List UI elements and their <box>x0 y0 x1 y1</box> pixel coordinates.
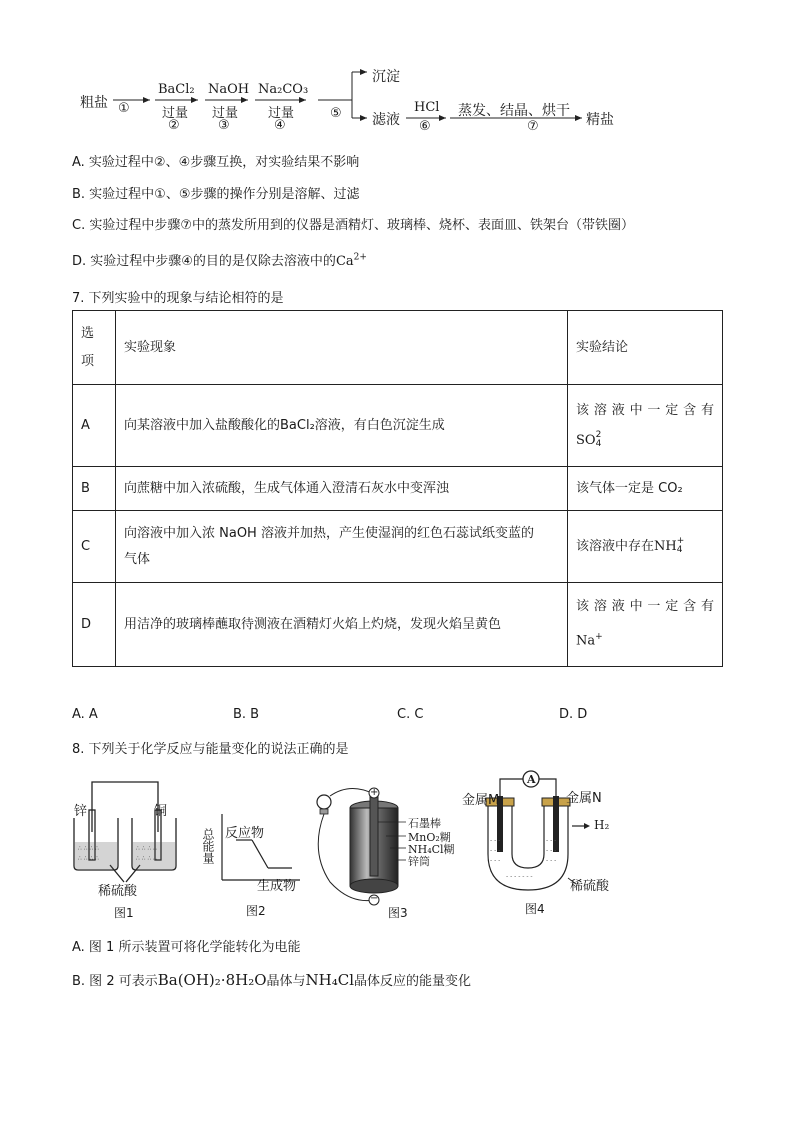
row-conclusion-ion: NH <box>654 538 677 554</box>
svg-text:∴ ∴ ∴ ∴: ∴ ∴ ∴ ∴ <box>136 855 157 862</box>
flow-step-4: ④ <box>274 118 286 133</box>
fig1-caption: 图1 <box>114 906 134 920</box>
svg-text:- - -: - - - <box>490 857 501 864</box>
fig1-acid-label: 稀硫酸 <box>98 884 138 899</box>
q7-answer-b: B. B <box>233 707 260 722</box>
q6-option-d-charge: 2+ <box>353 252 367 263</box>
row-phenomenon-line2: 气体 <box>124 551 151 567</box>
row-option: C <box>73 511 116 583</box>
row-conclusion-ion: Na <box>576 633 596 649</box>
flow-excess-3: 过量 <box>212 106 239 121</box>
flow-excess-4: 过量 <box>268 106 295 121</box>
flow-reagent-2: BaCl₂ <box>158 82 195 97</box>
fig3-minus: − <box>370 893 379 904</box>
row-option: B <box>73 467 116 511</box>
q8-option-b-post: 晶体反应的能量变化 <box>354 974 472 989</box>
q6-option-c: C. 实验过程中步骤⑦中的蒸发所用到的仪器是酒精灯、玻璃棒、烧杯、表面皿、铁架台（带铁圈） <box>72 218 634 233</box>
row-conclusion-text: 该溶液中一定含有 <box>576 402 714 418</box>
row-conclusion-text: 该溶液中一定含有 <box>576 599 714 615</box>
row-option: A <box>73 385 116 467</box>
fig4-h2-label: H₂ <box>594 818 610 832</box>
row-phenomenon: 向蔗糖中加入浓硫酸，生成气体通入澄清石灰水中变浑浊 <box>116 467 568 511</box>
q7-answer-d: D. D <box>559 707 588 722</box>
flow-start: 粗盐 <box>80 95 108 111</box>
fig3-caption: 图3 <box>388 906 408 920</box>
flow-reagent-3: NaOH <box>208 82 250 97</box>
row-option: D <box>73 583 116 667</box>
fig4-ammeter-label: A <box>527 773 536 786</box>
q6-option-d-ion: Ca <box>335 254 354 269</box>
svg-text:- - - - - - -: - - - - - - - <box>506 873 533 880</box>
row-phenomenon: 向某溶液中加入盐酸酸化的BaCl₂溶液，有白色沉淀生成 <box>116 385 568 467</box>
svg-text:- - -: - - - <box>490 847 501 854</box>
table-row <box>73 583 723 667</box>
flow-step-2: ② <box>168 118 180 133</box>
table-row <box>73 511 723 583</box>
row-conclusion <box>568 511 723 583</box>
row-conclusion: 该气体一定是 CO₂ <box>568 467 723 511</box>
header-option-line2: 项 <box>81 353 95 369</box>
bulb-icon <box>317 795 331 809</box>
fig3-graphite-label: 石墨棒 <box>408 817 441 830</box>
row-conclusion-scripts: + 4 <box>676 536 685 555</box>
fig2-caption: 图2 <box>246 904 266 918</box>
flow-step-5: ⑤ <box>330 106 342 121</box>
fig2-product-label: 生成物 <box>257 879 297 894</box>
fig3-zinc-can-label: 锌筒 <box>408 855 430 868</box>
row-conclusion-ion: SO <box>576 432 596 448</box>
svg-text:- - -: - - - <box>490 837 501 844</box>
header-option-line1: 选 <box>81 325 95 341</box>
q8-stem: 8. 下列关于化学反应与能量变化的说法正确的是 <box>72 742 349 757</box>
row-conclusion <box>568 583 723 667</box>
flow-arrows <box>0 0 794 150</box>
q6-option-d <box>72 250 367 269</box>
flow-precipitate: 沉淀 <box>372 69 400 85</box>
row-phenomenon: 用洁净的玻璃棒蘸取待测液在酒精灯火焰上灼烧，发现火焰呈黄色 <box>116 583 568 667</box>
q7-answer-c: C. C <box>397 707 424 722</box>
q8-option-a: A. 图 1 所示装置可将化学能转化为电能 <box>72 940 301 955</box>
flow-end: 精盐 <box>586 112 614 128</box>
row-conclusion-sup: + <box>595 632 603 643</box>
row-conclusion-text: 该溶液中存在 <box>576 538 655 554</box>
q8-option-b-formula: Ba(OH)₂·8H₂O <box>157 971 267 989</box>
fig4-acid-label: 稀硫酸 <box>570 879 610 894</box>
q7-table <box>72 310 723 667</box>
fig1-zinc-label: 锌 <box>74 804 88 819</box>
q6-option-d-text: D. 实验过程中步骤④的目的是仅除去溶液中的 <box>72 254 336 269</box>
fig4-metal-m: 金属M <box>462 793 500 808</box>
q8-option-b-mid: 晶体与 <box>266 974 306 989</box>
flow-reagent-6: HCl <box>414 100 440 115</box>
svg-text:- - -: - - - <box>546 847 557 854</box>
table-header-row <box>73 311 723 385</box>
header-option <box>73 311 116 385</box>
header-conclusion: 实验结论 <box>568 311 723 385</box>
flow-step-7: ⑦ <box>527 119 539 134</box>
q8-option-b-formula2: NH₄Cl <box>305 971 355 989</box>
fig2-reactant-label: 反应物 <box>225 826 265 841</box>
q8-option-b <box>72 970 471 989</box>
fig3-mno2-label: MnO₂糊 <box>408 831 451 844</box>
flow-reagent-4: Na₂CO₃ <box>258 82 309 97</box>
svg-text:- - -: - - - <box>546 857 557 864</box>
fig1-copper-label: 铜 <box>154 804 168 819</box>
fig4-caption: 图4 <box>525 902 545 916</box>
q7-answer-a: A. A <box>72 707 98 722</box>
q7-stem: 7. 下列实验中的现象与结论相符的是 <box>72 291 284 306</box>
row-phenomenon-line1: 向溶液中加入浓 NaOH 溶液并加热，产生使湿润的红色石蕊试纸变蓝的 <box>124 525 534 541</box>
flow-step-6: ⑥ <box>419 119 431 134</box>
header-phenomenon: 实验现象 <box>116 311 568 385</box>
svg-text:- - -: - - - <box>546 837 557 844</box>
q6-option-b: B. 实验过程中①、⑤步骤的操作分别是溶解、过滤 <box>72 187 360 202</box>
fig2-ylabel: 总能量 <box>201 828 215 864</box>
flow-process-7: 蒸发、结晶、烘干 <box>458 103 570 119</box>
svg-text:∴ ∴ ∴ ∴: ∴ ∴ ∴ ∴ <box>78 855 99 862</box>
table-row <box>73 385 723 467</box>
flow-step-3: ③ <box>218 118 230 133</box>
q8-option-b-pre: B. 图 2 可表示 <box>72 974 158 989</box>
row-conclusion <box>568 385 723 467</box>
flow-excess-2: 过量 <box>162 106 189 121</box>
fig4-metal-n: 金属N <box>566 791 602 806</box>
row-phenomenon <box>116 511 568 583</box>
q6-option-a: A. 实验过程中②、④步骤互换，对实验结果不影响 <box>72 155 360 170</box>
row-conclusion-scripts: 2 4 <box>595 430 602 449</box>
flow-step-1: ① <box>118 101 130 116</box>
svg-text:∴ ∴ ∴ ∴: ∴ ∴ ∴ ∴ <box>136 845 157 852</box>
svg-text:∴ ∴ ∴ ∴: ∴ ∴ ∴ ∴ <box>78 845 99 852</box>
table-row <box>73 467 723 511</box>
fig3-nh4cl-label: NH₄Cl糊 <box>408 843 455 856</box>
flow-filtrate: 滤液 <box>372 112 400 128</box>
fig3-plus: + <box>370 787 379 798</box>
